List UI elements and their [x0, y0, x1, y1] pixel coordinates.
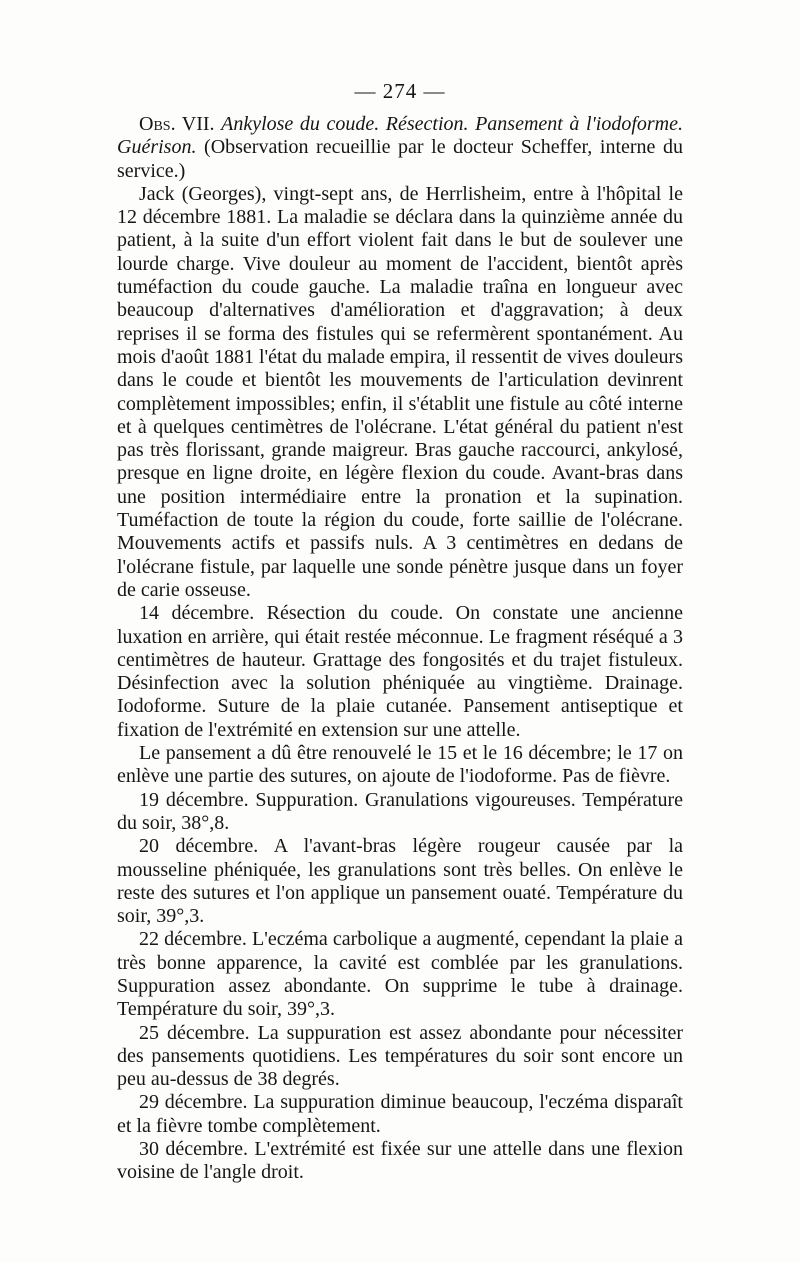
observation-heading [117, 113, 683, 183]
paragraph-dec-14: 14 décembre. Résection du coude. On constate une ancienne luxation en arrière, qui était restée méconnue. Le fragment réséqué a 3 centimètres de hauteur. Grattage des fongosités et du trajet fistuleux. Désinfection avec la solution phéniquée au vingtième. Drainage. Iodoforme. Suture de la plaie cutanée. Pansement antiseptique et fixation de l'extrémité en extension sur une attelle. [117, 602, 683, 741]
paragraph-dec-22: 22 décembre. L'eczéma carbolique a augmenté, cependant la plaie a très bonne apparence, la cavité est comblée par les granulations. Suppuration assez abondante. On supprime le tube à drainage. Température du soir, 39°,3. [117, 928, 683, 1021]
paragraph-dec-25: 25 décembre. La suppuration est assez abondante pour nécessiter des pansements quotidiens. Les températures du soir sont encore un peu au-dessus de 38 degrés. [117, 1021, 683, 1091]
observation-title: Ankylose du coude. Résection. Pansement à l'iodoforme. Guérison. [117, 113, 684, 159]
paragraph-dec-29: 29 décembre. La suppuration diminue beaucoup, l'eczéma disparaît et la fièvre tombe complètement. [117, 1091, 683, 1137]
paragraph-dressing-renewed: Le pansement a dû être renouvelé le 15 et le 16 décembre; le 17 on enlève une partie des sutures, on ajoute de l'iodoforme. Pas de fièvre. [117, 742, 683, 788]
observation-label: Obs. VII. [139, 113, 215, 135]
page-text [117, 80, 683, 1185]
paragraph-dec-19: 19 décembre. Suppuration. Granulations vigoureuses. Température du soir, 38°,8. [117, 788, 683, 834]
observation-source: (Observation recueillie par le docteur Scheffer, interne du service.) [117, 136, 683, 182]
page-number: — 274 — [354, 79, 446, 103]
paragraph-dec-30: 30 décembre. L'extrémité est fixée sur une attelle dans une flexion voisine de l'angle droit. [117, 1138, 683, 1184]
paragraph-dec-20: 20 décembre. A l'avant-bras légère rougeur causée par la mousseline phéniquée, les granulations sont très belles. On enlève le reste des sutures et l'on applique un pansement ouaté. Température du soir, 39°,3. [117, 835, 683, 928]
paragraph-case-history: Jack (Georges), vingt-sept ans, de Herrlisheim, entre à l'hôpital le 12 décembre 1881. La maladie se déclara dans la quinzième année du patient, à la suite d'un effort violent fait dans le but de soulever une lourde charge. Vive douleur au moment de l'accident, bientôt après tuméfaction du coude gauche. La maladie traîna en longueur avec beaucoup d'alternatives d'amélioration et d'aggravation; à deux reprises il se forma des fistules qui se refermèrent spontanément. Au mois d'août 1881 l'état du malade empira, il ressentit de vives douleurs dans le coude et bientôt les mouvements de l'articulation devinrent complètement impossibles; enfin, il s'établit une fistule au côté interne et à quelques centimètres de l'olécrane. L'état général du patient n'est pas très florissant, grande maigreur. Bras gauche raccourci, ankylosé, presque en ligne droite, en légère flexion du coude. Avant-bras dans une position intermédiaire entre la pronation et la supination. Tuméfaction de toute la région du coude, forte saillie de l'olécrane. Mouvements actifs et passifs nuls. A 3 centimètres en dedans de l'olécrane fistule, par laquelle une sonde pénètre jusque dans un foyer de carie osseuse. [117, 182, 683, 601]
